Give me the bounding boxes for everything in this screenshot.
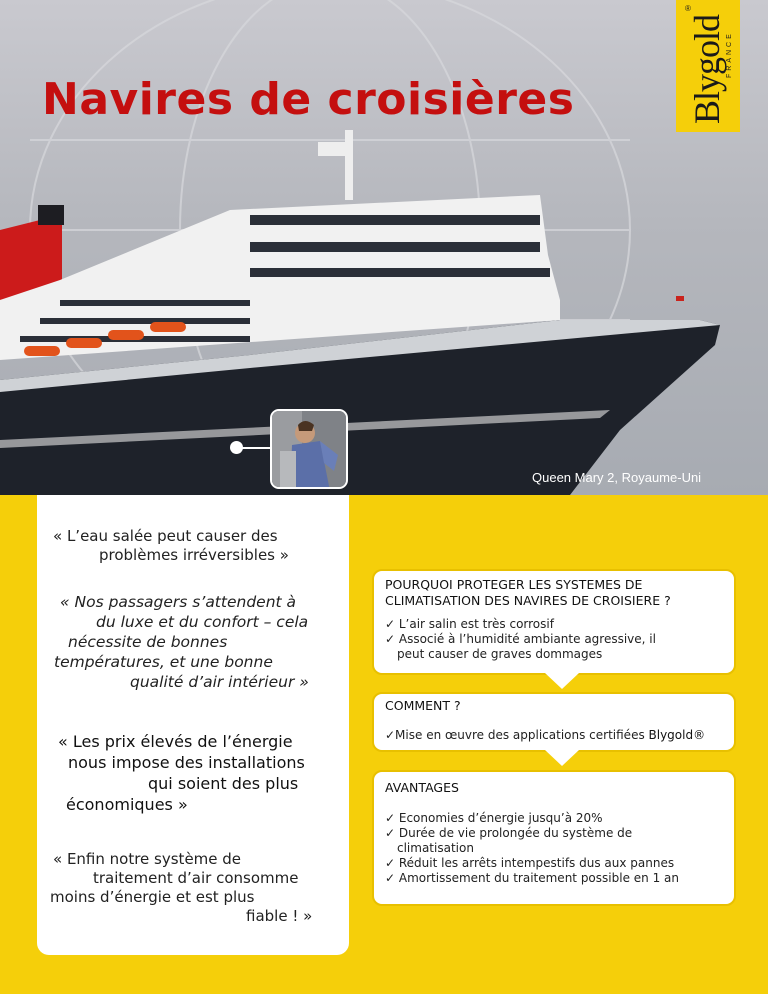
brand-country: FRANCE	[726, 31, 733, 78]
how-text-body: ✓Mise en œuvre des applications certifiées	[385, 728, 649, 742]
quote-line: qualité d’air intérieur »	[130, 673, 309, 691]
down-arrow-icon	[545, 750, 579, 766]
list-item-continued: peut causer de graves dommages	[397, 647, 603, 661]
quote-line: économiques »	[66, 795, 188, 814]
brand-name: Blygold®	[648, 728, 706, 742]
list-item: ✓ Durée de vie prolongée du système de	[385, 826, 633, 840]
quote-line: problèmes irréversibles »	[99, 546, 289, 564]
quote-line: « L’eau salée peut causer des	[53, 527, 278, 545]
quote-line: du luxe et du confort – cela	[96, 613, 309, 631]
quote-line: nous impose des installations	[68, 753, 305, 772]
how-heading: COMMENT ?	[385, 698, 461, 713]
why-heading-line: CLIMATISATION DES NAVIRES DE CROISIERE ?	[385, 593, 671, 608]
advantages-heading: AVANTAGES	[385, 780, 459, 795]
brand-logo: Blygold	[687, 14, 727, 124]
list-item: ✓ L’air salin est très corrosif	[385, 617, 554, 631]
quote-line: températures, et une bonne	[54, 653, 273, 671]
list-item: ✓ Amortissement du traitement possible en 1 an	[385, 871, 679, 885]
registered-mark: ®	[685, 4, 691, 13]
quote-passengers	[54, 592, 309, 692]
list-item: ✓ Economies d’énergie jusqu’à 20%	[385, 811, 603, 825]
why-heading	[385, 577, 671, 609]
quote-air-treatment	[50, 850, 313, 926]
quote-line: qui soient des plus	[148, 774, 299, 793]
down-arrow-icon	[545, 673, 579, 689]
quote-line: traitement d’air consomme	[93, 869, 299, 887]
photo-caption: Queen Mary 2, Royaume-Uni	[532, 470, 702, 485]
quote-salt-water	[53, 527, 289, 565]
quote-line: fiable ! »	[246, 907, 313, 925]
quote-line: nécessite de bonnes	[68, 633, 228, 651]
list-item: ✓ Associé à l’humidité ambiante agressive, il	[385, 632, 656, 646]
page-title: Navires de croisières	[42, 74, 575, 125]
technician-illustration	[272, 411, 348, 489]
advantages-list	[385, 811, 679, 886]
quote-line: « Nos passagers s’attendent à	[60, 593, 297, 611]
why-heading-line: POURQUOI PROTEGER LES SYSTEMES DE	[385, 577, 643, 592]
quote-line: « Les prix élevés de l’énergie	[58, 732, 293, 751]
callout-dot	[230, 441, 243, 454]
inset-photo	[270, 409, 348, 489]
list-item: ✓ Réduit les arrêts intempestifs dus aux pannes	[385, 856, 675, 870]
quote-line: moins d’énergie et est plus	[50, 888, 255, 906]
why-list	[385, 617, 656, 662]
how-text	[385, 728, 705, 743]
list-item-continued: climatisation	[397, 841, 474, 855]
quote-line: « Enfin notre système de	[53, 850, 242, 868]
quote-energy-prices	[58, 731, 305, 815]
